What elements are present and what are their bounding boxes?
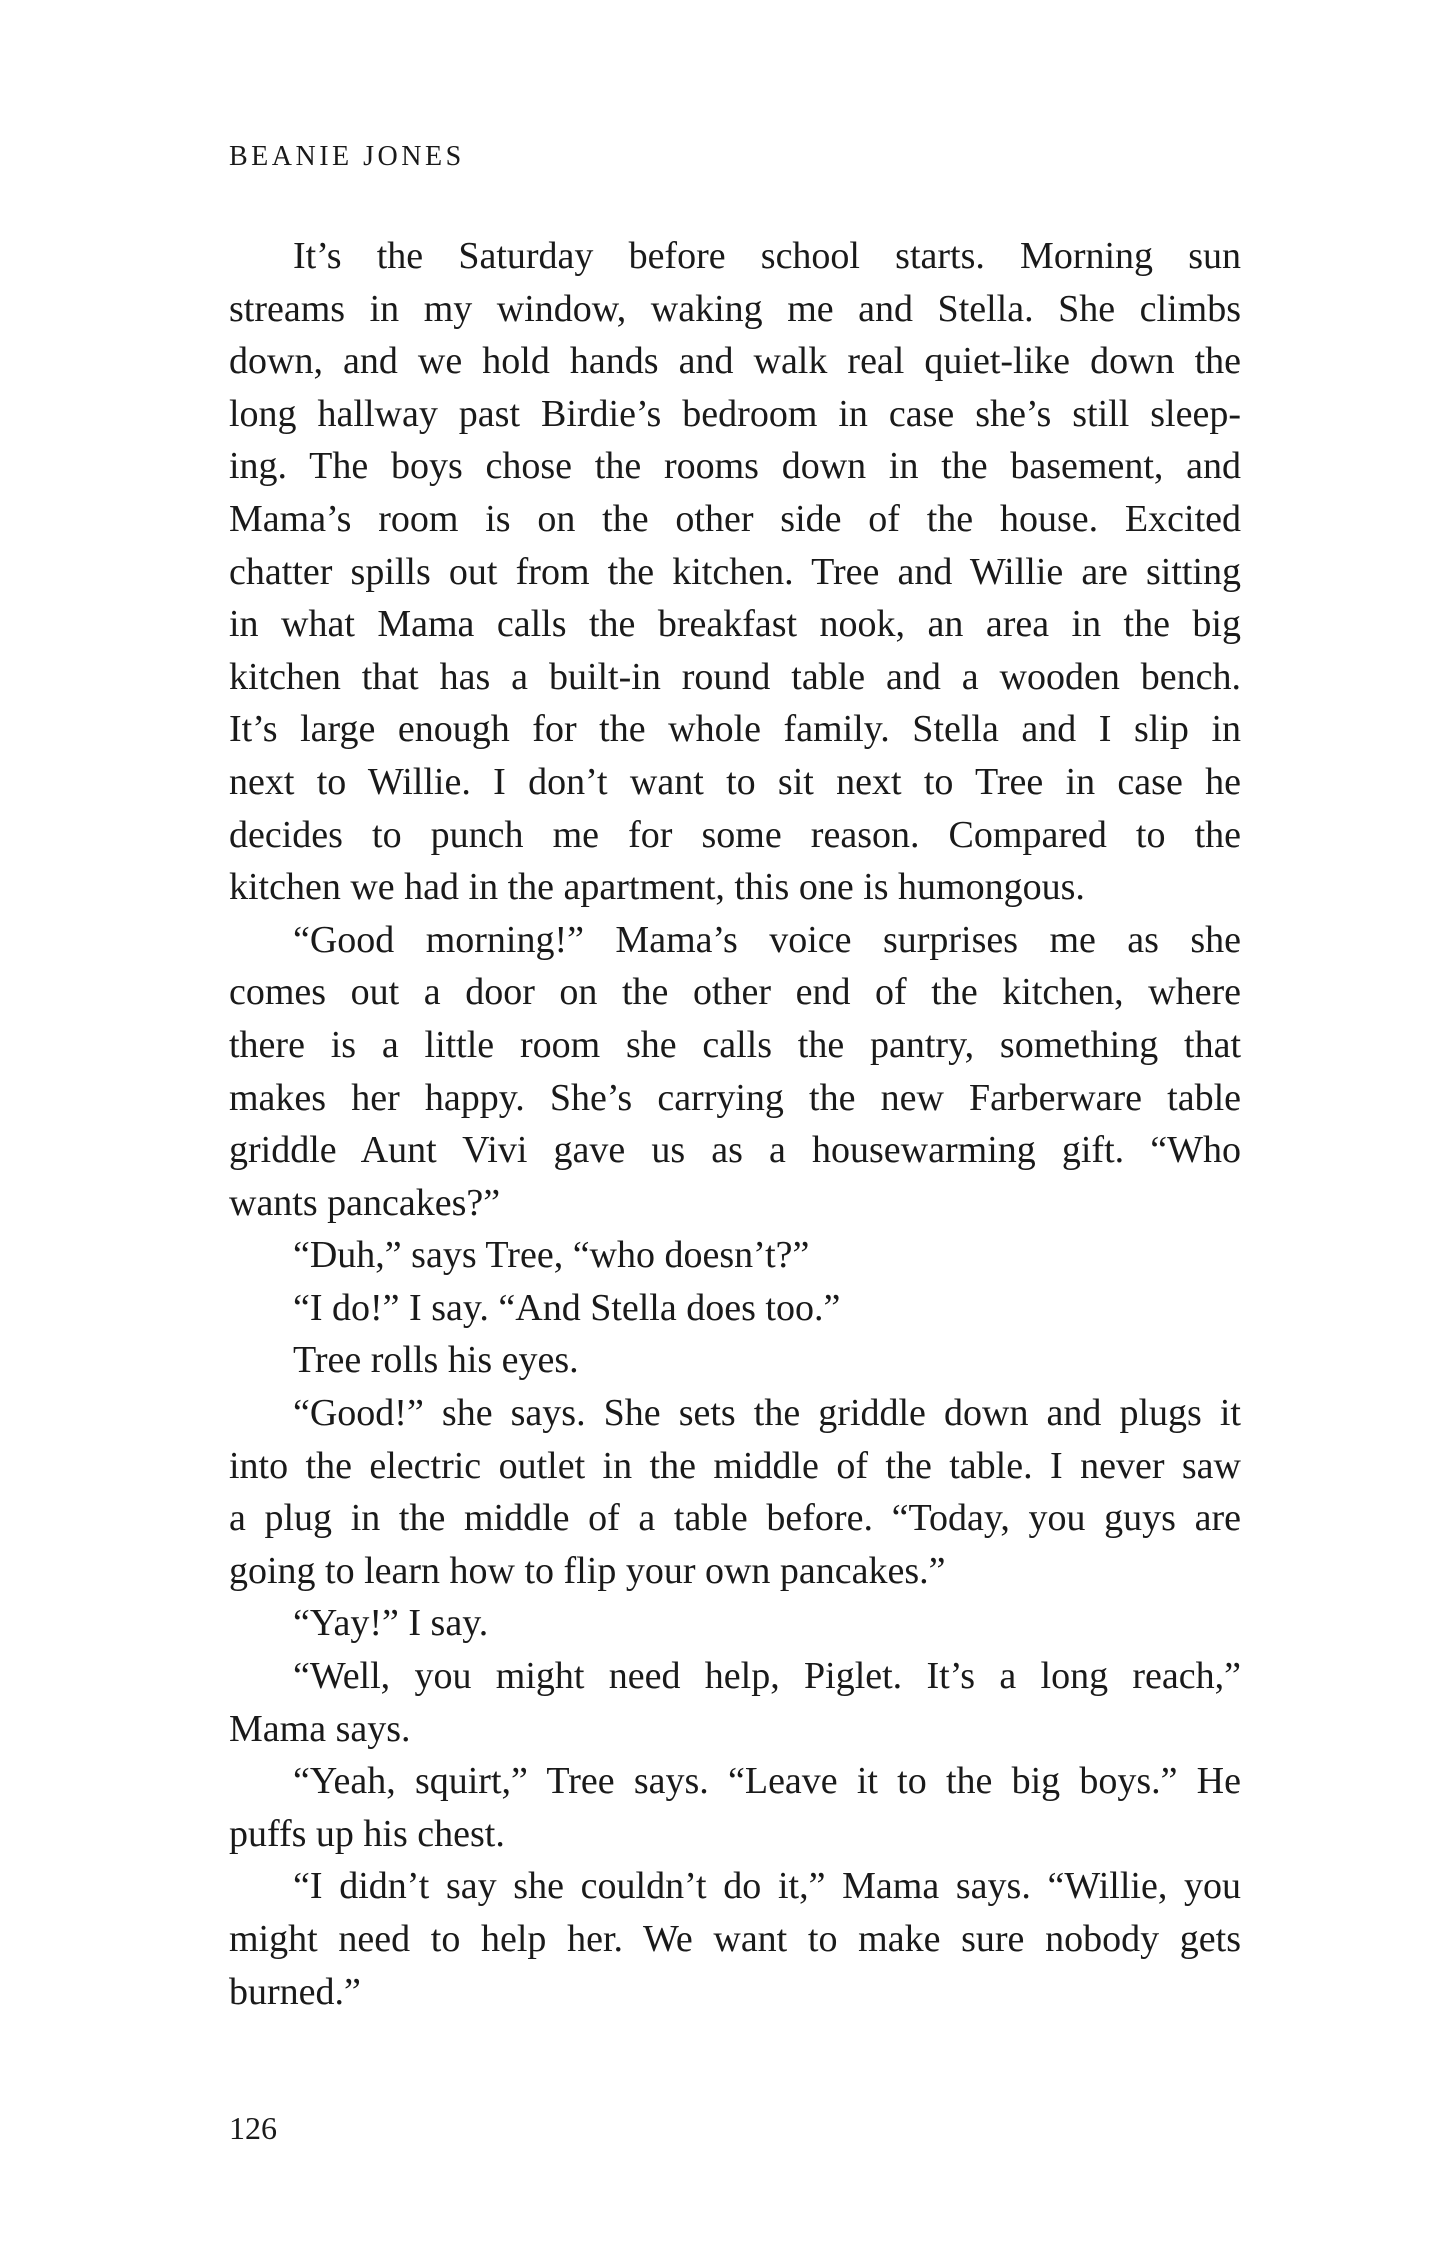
text-line: puffs up his chest.: [229, 1812, 505, 1855]
paragraph: [229, 1282, 1241, 1335]
text-line: “Good morning!” Mama’s voice surprises me as she: [293, 918, 1241, 961]
text-line: decides to punch me for some reason. Compared to the: [229, 813, 1241, 856]
text-line: kitchen that has a built-in round table and a wooden bench.: [229, 655, 1241, 698]
text-line: Mama says.: [229, 1707, 411, 1750]
paragraph: [229, 1229, 1241, 1282]
paragraph: [229, 1650, 1241, 1755]
running-head: BEANIE JONES: [229, 141, 465, 172]
text-line: “Yay!” I say.: [293, 1602, 489, 1645]
text-line: makes her happy. She’s carrying the new Farberware table: [229, 1076, 1241, 1119]
text-line: It’s large enough for the whole family. Stella and I slip in: [229, 708, 1241, 751]
body-text: [229, 230, 1241, 2018]
text-line: “Duh,” says Tree, “who doesn’t?”: [293, 1234, 810, 1277]
text-line: Tree rolls his eyes.: [293, 1339, 579, 1382]
text-line: there is a little room she calls the pantry, something that: [229, 1023, 1241, 1066]
page-number: 126: [229, 2110, 277, 2146]
paragraph: [229, 1597, 1241, 1650]
text-line: going to learn how to flip your own pancakes.”: [229, 1549, 946, 1592]
text-line: kitchen we had in the apartment, this one is humongous.: [229, 866, 1085, 909]
text-line: Mama’s room is on the other side of the house. Excited: [229, 497, 1241, 540]
text-line: comes out a door on the other end of the kitchen, where: [229, 971, 1241, 1014]
text-line: a plug in the middle of a table before. “Today, you guys are: [229, 1497, 1241, 1540]
text-line: ing. The boys chose the rooms down in the basement, and: [229, 445, 1241, 488]
text-line: down, and we hold hands and walk real quiet-like down the: [229, 340, 1241, 383]
text-line: into the electric outlet in the middle of the table. I never saw: [229, 1444, 1241, 1487]
text-line: “Well, you might need help, Piglet. It’s a long reach,”: [293, 1655, 1241, 1698]
text-line: next to Willie. I don’t want to sit next to Tree in case he: [229, 760, 1241, 803]
text-line: might need to help her. We want to make sure nobody gets: [229, 1918, 1241, 1960]
paragraph: [229, 1387, 1241, 1597]
text-line: “Good!” she says. She sets the griddle down and plugs it: [293, 1392, 1241, 1435]
text-line: “I didn’t say she couldn’t do it,” Mama says. “Willie, you: [293, 1865, 1241, 1908]
text-line: burned.”: [229, 1970, 361, 2013]
text-line: griddle Aunt Vivi gave us as a housewarming gift. “Who: [229, 1129, 1241, 1172]
text-line: “Yeah, squirt,” Tree says. “Leave it to the big boys.” He: [293, 1760, 1241, 1803]
text-line: “I do!” I say. “And Stella does too.”: [293, 1286, 841, 1329]
text-line: chatter spills out from the kitchen. Tree and Willie are sitting: [229, 550, 1241, 593]
text-line: streams in my window, waking me and Stella. She climbs: [229, 287, 1241, 330]
text-line: in what Mama calls the breakfast nook, an area in the big: [229, 603, 1241, 646]
paragraph: [229, 1755, 1241, 1860]
text-line: long hallway past Birdie’s bedroom in case she’s still sleep-: [229, 392, 1241, 435]
text-line: wants pancakes?”: [229, 1181, 501, 1224]
paragraph: [229, 914, 1241, 1230]
paragraph: [229, 230, 1241, 914]
paragraph: [229, 1860, 1241, 2018]
paragraph: [229, 1334, 1241, 1387]
text-line: It’s the Saturday before school starts. Morning sun: [293, 235, 1241, 277]
